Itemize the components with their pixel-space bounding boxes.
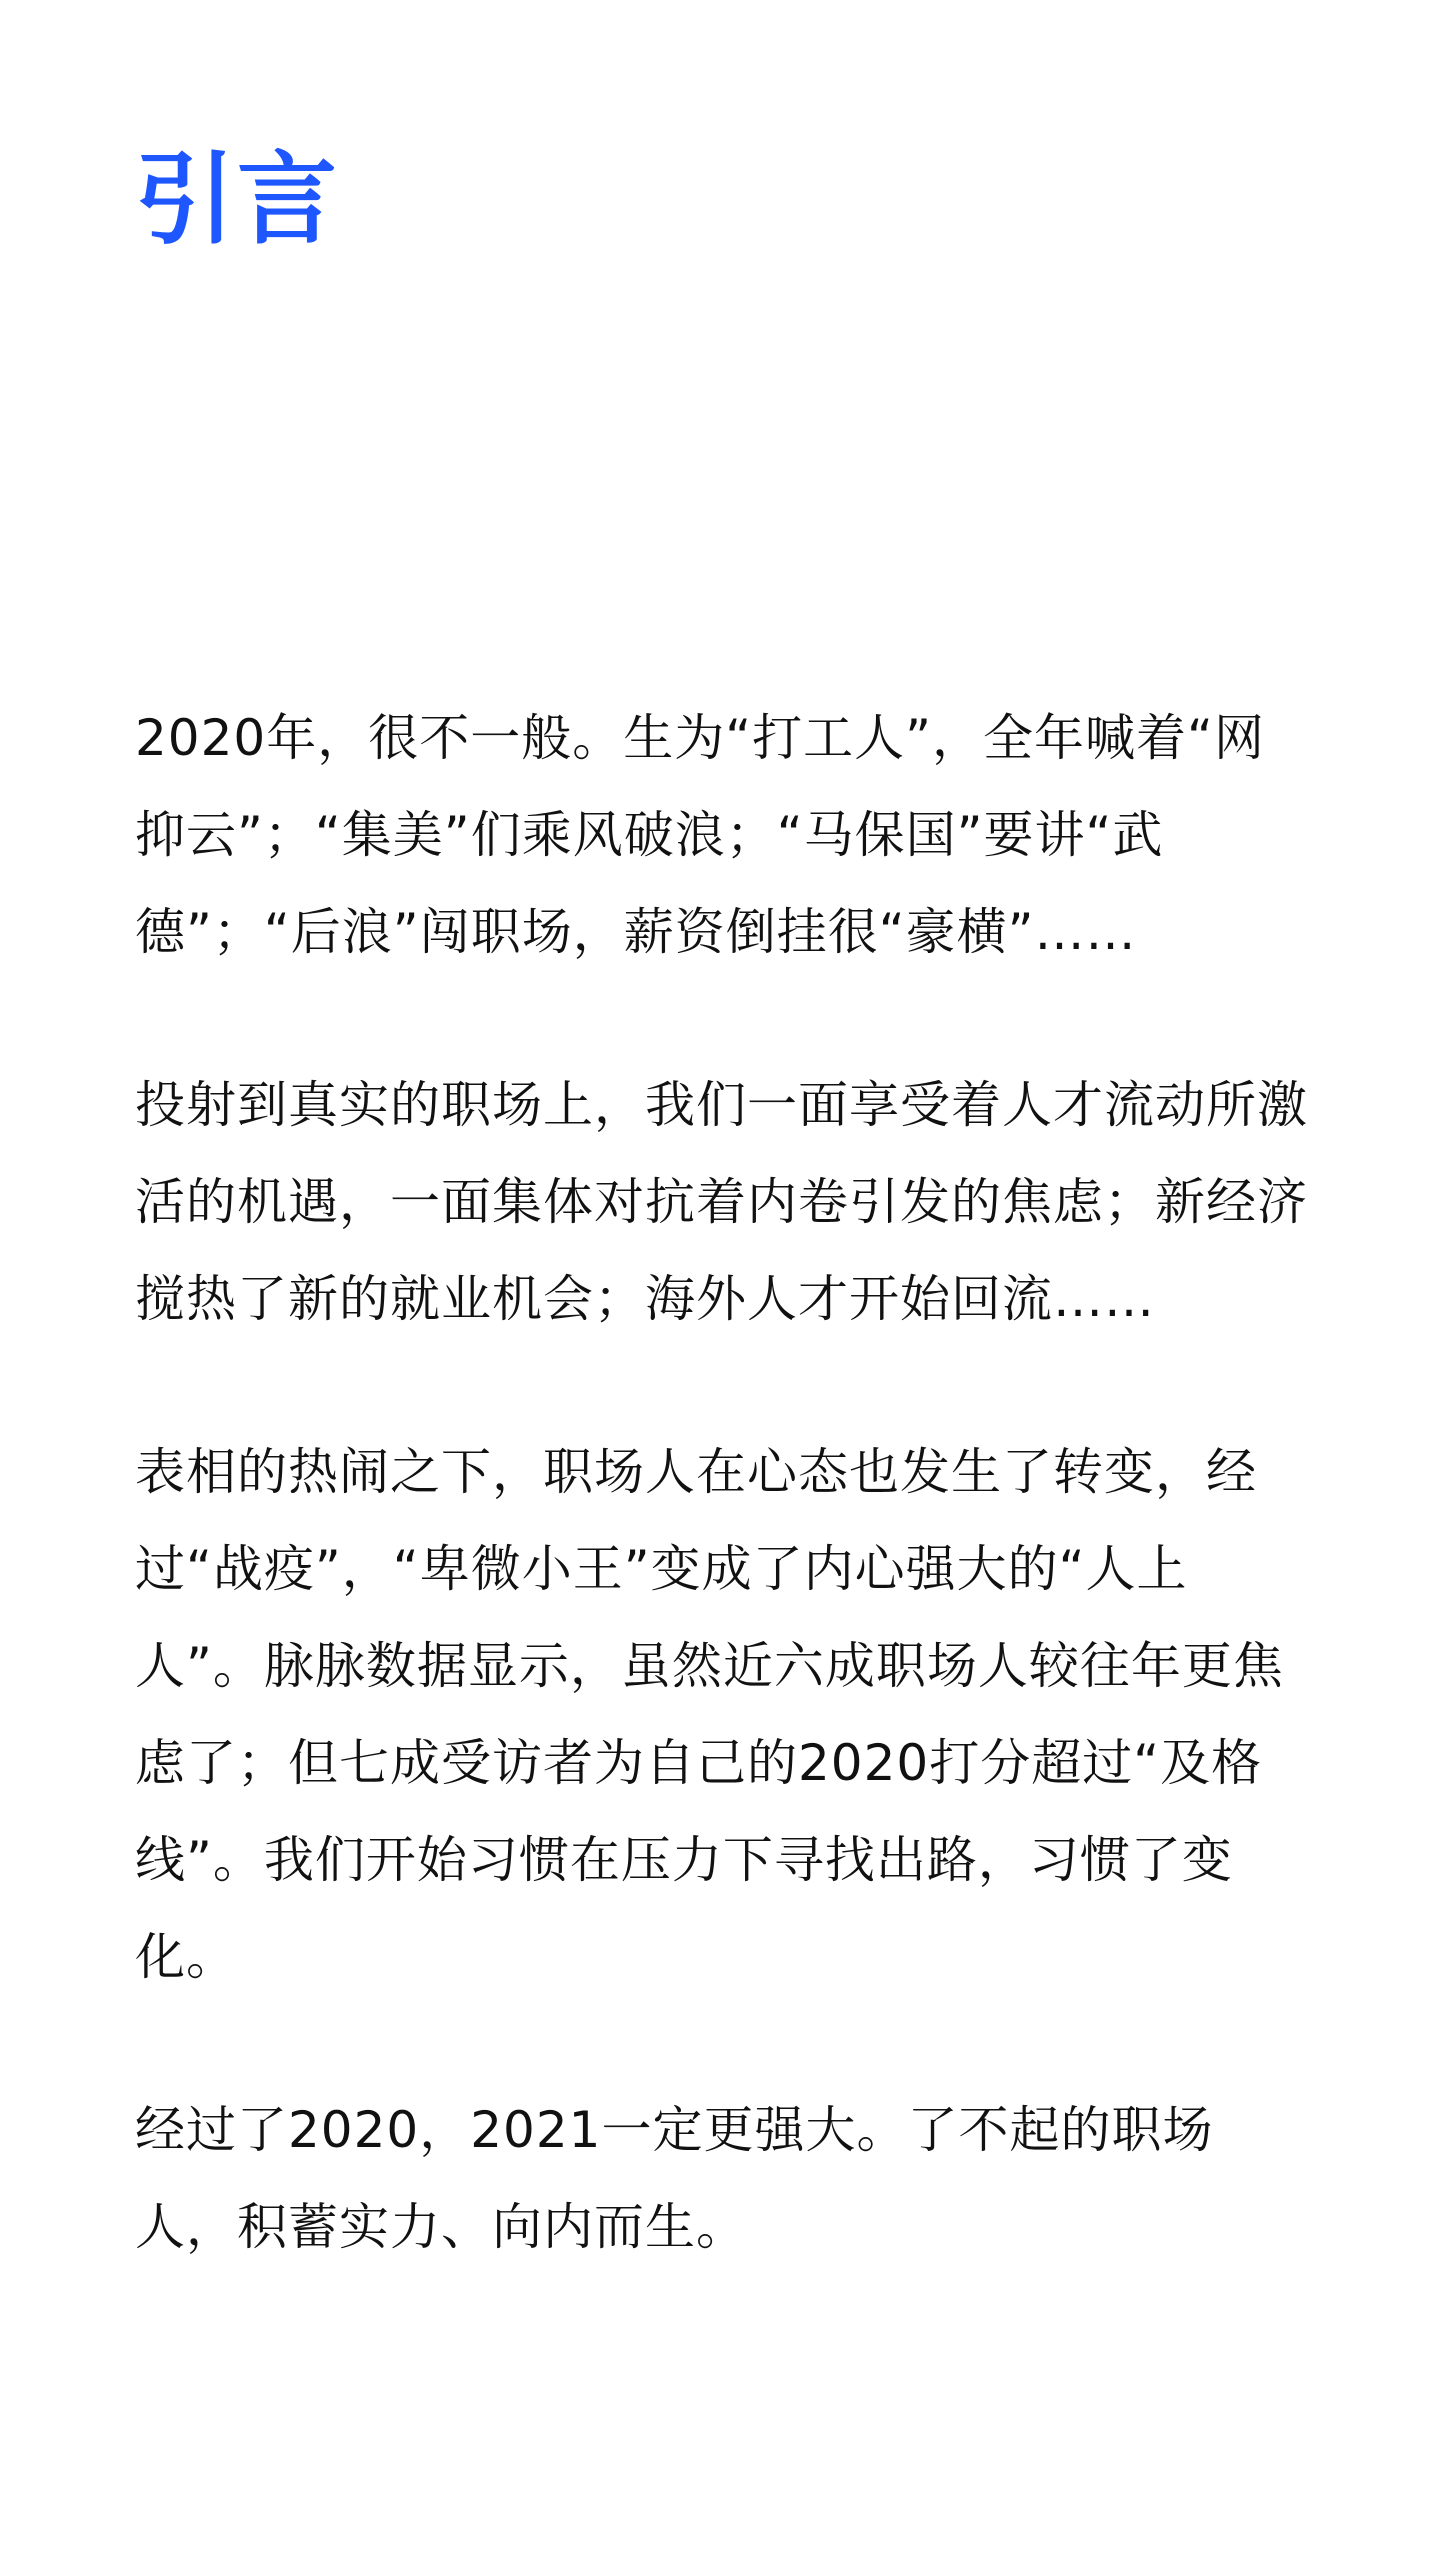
article-body [135, 690, 1315, 2276]
paragraph-3: 表相的热闹之下，职场人在心态也发生了转变，经过“战疫”，“卑微小王”变成了内心强大的“人上人”。脉脉数据显示，虽然近六成职场人较往年更焦虑了；但七成受访者为自己的2020打分超过“及格线”。我们开始习惯在压力下寻找出路，习惯了变化。 [135, 1443, 1284, 1986]
paragraph-2: 投射到真实的职场上，我们一面享受着人才流动所激活的机遇，一面集体对抗着内卷引发的焦虑；新经济搅热了新的就业机会；海外人才开始回流…… [135, 1076, 1308, 1328]
paragraph-1: 2020年，很不一般。生为“打工人”，全年喊着“网抑云”；“集美”们乘风破浪；“马保国”要讲“武德”；“后浪”闯职场，薪资倒挂很“豪横”…… [135, 709, 1265, 961]
paragraph-4: 经过了2020，2021一定更强大。了不起的职场人，积蓄实力、向内而生。 [135, 2101, 1214, 2256]
page-title: 引言 [135, 141, 339, 258]
